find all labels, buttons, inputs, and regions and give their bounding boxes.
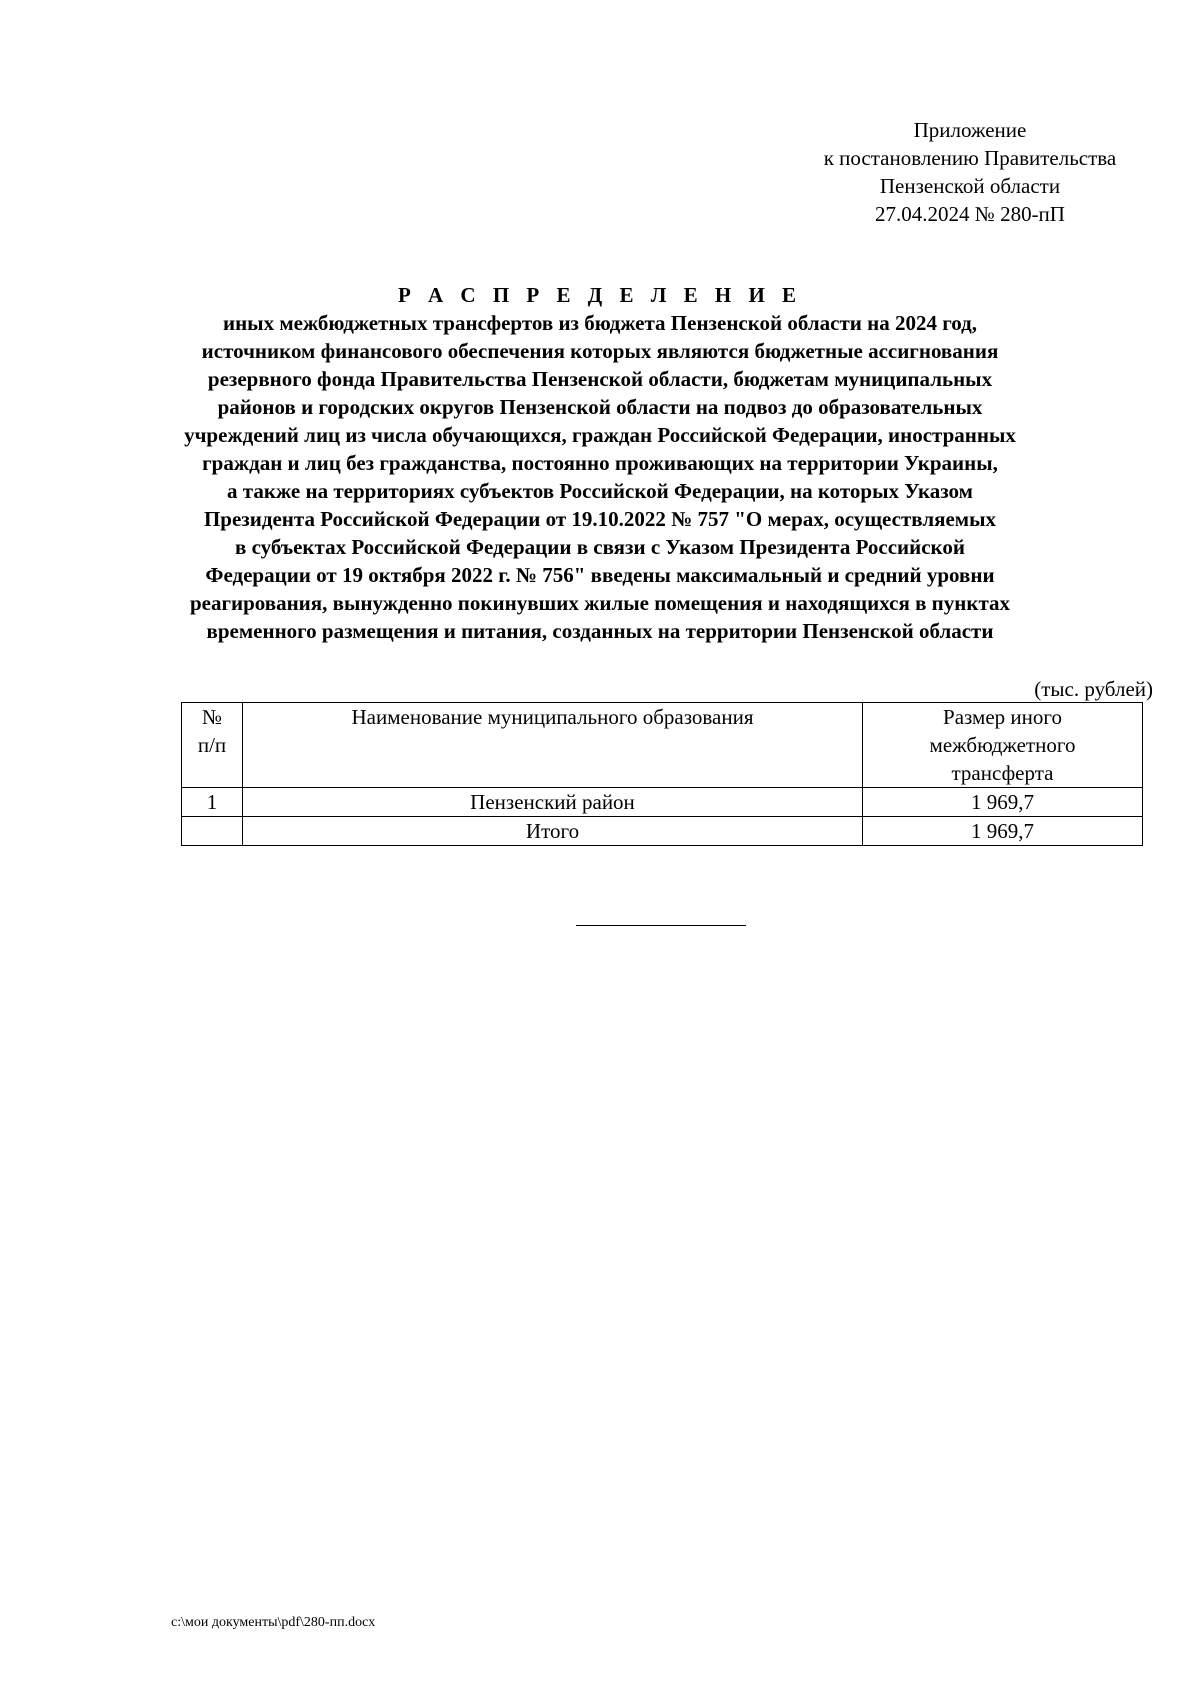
header-cell-amount: Размер иного межбюджетного трансферта: [863, 703, 1143, 788]
document-title: Р А С П Р Е Д Е Л Е Н И Е: [397, 283, 803, 307]
subtitle-line: учреждений лиц из числа обучающихся, граждан Российской Федерации, иностранных: [184, 423, 1016, 447]
table-total-row: [182, 817, 1143, 846]
subtitle-line: реагирования, вынужденно покинувших жилые помещения и находящихся в пунктах: [189, 591, 1011, 615]
cell-amount: 1 969,7: [863, 817, 1143, 846]
subtitle-line: иных межбюджетных трансфертов из бюджета Пензенской области на 2024 год,: [222, 311, 978, 335]
header-cell-number: № п/п: [182, 703, 243, 788]
cell-name: Итого: [243, 817, 863, 846]
table-row: [182, 788, 1143, 817]
subtitle-line: Федерации от 19 октября 2022 г. № 756" введены максимальный и средний уровни: [205, 563, 995, 587]
appendix-line: Пензенской области: [879, 174, 1061, 198]
header-cell-name: Наименование муниципального образования: [243, 703, 863, 788]
footer-file-path: c:\мои документы\pdf\280-пп.docx: [171, 1615, 376, 1630]
table-header-row: [182, 703, 1143, 788]
appendix-line: Приложение: [913, 118, 1027, 142]
appendix-block: [760, 116, 1180, 228]
cell-number: [182, 817, 243, 846]
subtitle-line: резервного фонда Правительства Пензенской области, бюджетам муниципальных: [207, 367, 993, 391]
subtitle-line: граждан и лиц без гражданства, постоянно проживающих на территории Украины,: [202, 451, 998, 475]
cell-number: 1: [182, 788, 243, 817]
cell-amount: 1 969,7: [863, 788, 1143, 817]
distribution-table: [181, 702, 1143, 846]
cell-name: Пензенский район: [243, 788, 863, 817]
subtitle-line: в субъектах Российской Федерации в связи с Указом Президента Российской: [235, 535, 965, 559]
appendix-date-number: 27.04.2024 № 280-пП: [875, 202, 1065, 226]
end-divider-line: [576, 925, 746, 926]
subtitle-line: а также на территориях субъектов Российской Федерации, на которых Указом: [227, 479, 973, 503]
document-subtitle: [160, 309, 1040, 645]
appendix-line: к постановлению Правительства: [823, 146, 1117, 170]
units-label: (тыс. рублей): [1034, 677, 1153, 701]
subtitle-line: районов и городских округов Пензенской области на подвоз до образовательных: [217, 395, 983, 419]
subtitle-line: временного размещения и питания, созданных на территории Пензенской области: [206, 619, 994, 643]
subtitle-line: Президента Российской Федерации от 19.10.2022 № 757 "О мерах, осуществляемых: [203, 507, 997, 531]
subtitle-line: источником финансового обеспечения которых являются бюджетные ассигнования: [201, 339, 999, 363]
